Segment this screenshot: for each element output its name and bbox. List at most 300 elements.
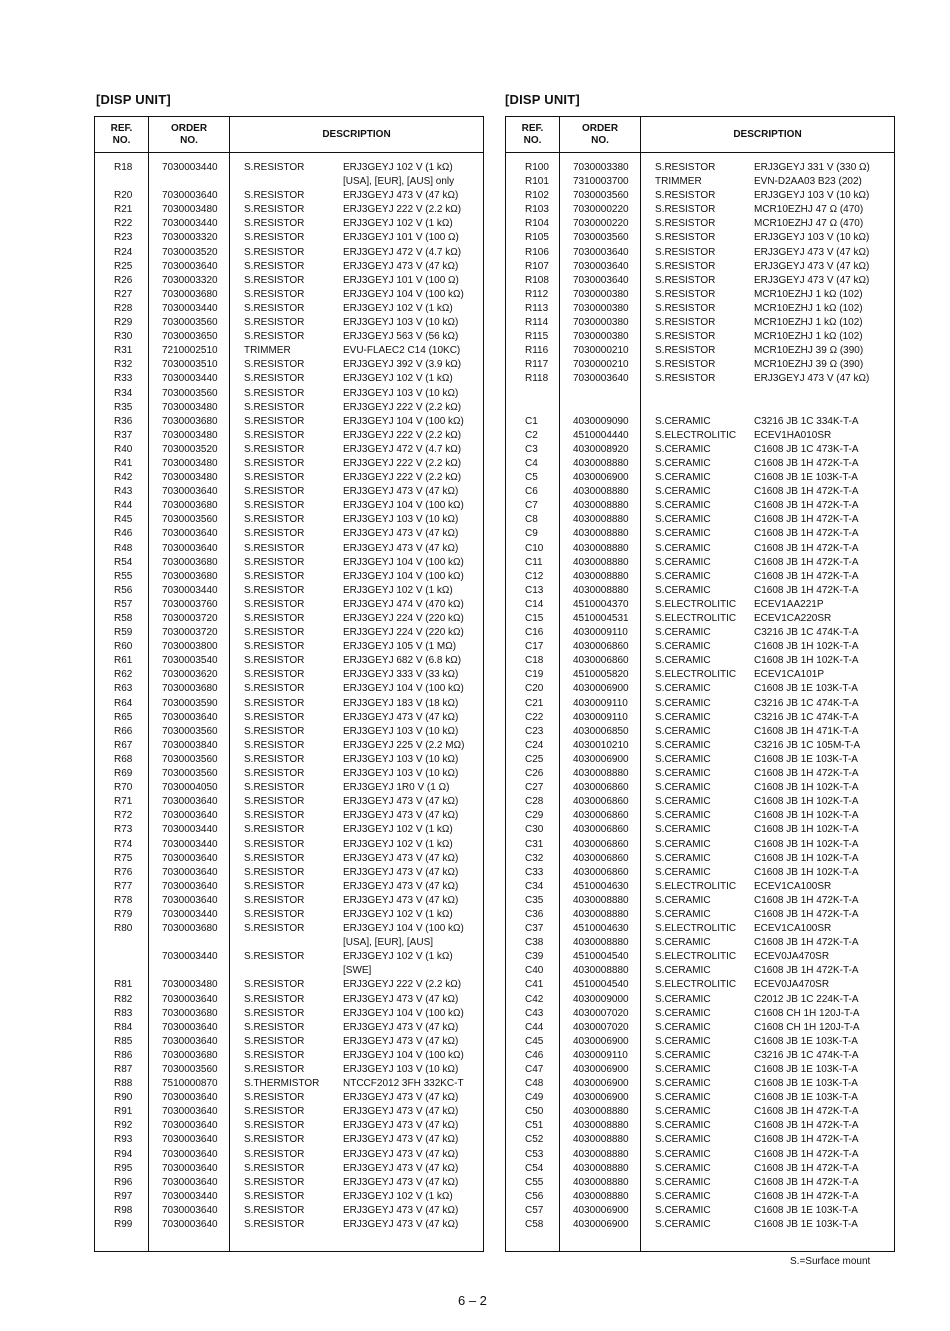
- table-row: [506, 626, 894, 640]
- part-type-cell: S.RESISTOR: [244, 683, 305, 695]
- part-value-cell: EVU-FLAEC2 C14 (10KC): [343, 345, 461, 357]
- table-row: [506, 1204, 894, 1218]
- ref-no-cell: R46: [114, 528, 133, 540]
- order-no-cell: 4030008880: [573, 570, 629, 582]
- part-value-cell: ERJ3GEYJ 104 V (100 kΩ): [343, 1049, 464, 1061]
- part-value-cell: ERJ3GEYJ 222 V (2.2 kΩ): [343, 979, 462, 991]
- order-no-cell: 4030008880: [573, 556, 629, 568]
- part-value-cell: ERJ3GEYJ 103 V (10 kΩ): [343, 753, 459, 765]
- ref-no-cell: C51: [525, 1120, 544, 1132]
- order-no-cell: 7030003640: [162, 1021, 218, 1033]
- part-value-cell: C1608 JB 1H 472K-T-A: [754, 1106, 859, 1118]
- table-row: [95, 1049, 483, 1063]
- order-no-cell: 7030003320: [162, 274, 218, 286]
- part-value-cell: ERJ3GEYJ 103 V (10 kΩ): [343, 1064, 459, 1075]
- ref-no-cell: C34: [525, 880, 544, 892]
- part-value-cell: NTCCF2012 3FH 332KC-T: [343, 1078, 464, 1090]
- description-header-label: DESCRIPTION: [733, 128, 802, 140]
- order-no-cell: 7030003640: [162, 1035, 218, 1047]
- table-row: [95, 654, 483, 668]
- part-type-cell: S.CERAMIC: [655, 908, 711, 920]
- ref-no-cell: C2: [525, 429, 538, 441]
- table-row: [95, 302, 483, 316]
- part-value-cell: ERJ3GEYJ 103 V (10 kΩ): [343, 317, 459, 329]
- order-no-cell: 7030003640: [162, 810, 218, 822]
- table-row: [95, 1035, 483, 1049]
- part-value-cell: C1608 JB 1H 102K-T-A: [754, 655, 859, 667]
- ref-no-cell: R34: [114, 387, 133, 399]
- part-value-cell: ERJ3GEYJ 473 V (47 kΩ): [343, 528, 459, 540]
- table-row: [506, 316, 894, 330]
- table-row: [95, 316, 483, 330]
- ref-no-cell: C35: [525, 894, 544, 906]
- part-value-cell: ERJ3GEYJ 102 V (1 kΩ): [343, 162, 453, 173]
- part-value-cell: ERJ3GEYJ 104 V (100 kΩ): [343, 500, 464, 512]
- ref-no-cell: C6: [525, 486, 538, 498]
- ref-no-cell: R43: [114, 486, 133, 498]
- part-value-cell: C1608 JB 1H 472K-T-A: [754, 1176, 859, 1188]
- ref-header-line1: REF.: [110, 122, 133, 134]
- ref-no-cell: C26: [525, 768, 544, 780]
- part-value-cell: C3216 JB 1C 334K-T-A: [754, 415, 859, 427]
- ref-no-cell: C47: [525, 1064, 544, 1075]
- table-row: [506, 1007, 894, 1021]
- order-header-line2: NO.: [591, 134, 609, 146]
- part-value-cell: ERJ3GEYJ 222 V (2.2 kΩ): [343, 204, 462, 216]
- order-no-cell: 7030000380: [573, 317, 629, 329]
- table-row: [506, 598, 894, 612]
- order-no-cell: 7210002510: [162, 345, 218, 357]
- ref-no-cell: C54: [525, 1162, 544, 1174]
- order-no-cell: 4030008920: [573, 443, 629, 455]
- part-type-cell: S.RESISTOR: [244, 796, 305, 808]
- ref-no-cell: R100: [525, 162, 549, 173]
- order-no-cell: 7030003640: [573, 373, 629, 385]
- order-no-cell: 7030003640: [573, 246, 629, 258]
- ref-no-cell: R18: [114, 162, 133, 173]
- part-type-cell: S.RESISTOR: [244, 317, 305, 329]
- order-no-cell: 7030003680: [162, 556, 218, 568]
- part-value-cell: ERJ3GEYJ 333 V (33 kΩ): [343, 669, 459, 681]
- part-value-cell: ERJ3GEYJ 473 V (47 kΩ): [343, 894, 459, 906]
- part-type-cell: S.CERAMIC: [655, 1049, 711, 1061]
- order-no-cell: 7030000380: [573, 331, 629, 343]
- order-no-cell: 7030003720: [162, 613, 218, 624]
- order-no-cell: 7030003640: [162, 1148, 218, 1160]
- order-no-cell: 4510004370: [573, 598, 629, 610]
- ref-no-cell: C57: [525, 1204, 544, 1216]
- part-type-cell: S.CERAMIC: [655, 1106, 711, 1118]
- part-type-cell: S.RESISTOR: [655, 190, 716, 202]
- part-type-cell: S.RESISTOR: [655, 218, 716, 230]
- table-row: [506, 1133, 894, 1147]
- part-type-cell: S.ELECTROLITIC: [655, 979, 737, 991]
- part-type-cell: S.RESISTOR: [244, 613, 305, 624]
- part-type-cell: S.RESISTOR: [244, 302, 305, 314]
- table-row: [95, 415, 483, 429]
- part-value-cell: ERJ3GEYJ 104 V (100 kΩ): [343, 923, 464, 935]
- table-row: [506, 1162, 894, 1176]
- table-row: [506, 584, 894, 598]
- right-unit-title: [DISP UNIT]: [505, 92, 580, 107]
- ref-no-cell: R90: [114, 1092, 133, 1104]
- table-row: [95, 993, 483, 1007]
- part-type-cell: S.RESISTOR: [655, 373, 716, 385]
- order-no-cell: 7030003680: [162, 288, 218, 300]
- part-type-cell: S.ELECTROLITIC: [655, 880, 737, 892]
- order-no-cell: 4030006900: [573, 1064, 629, 1075]
- ref-no-cell: R82: [114, 993, 133, 1005]
- ref-no-cell: C42: [525, 993, 544, 1005]
- table-row: [506, 217, 894, 231]
- part-type-cell: S.RESISTOR: [244, 387, 305, 399]
- part-type-cell: S.ELECTROLITIC: [655, 429, 737, 441]
- part-value-cell: ERJ3GEYJ 473 V (47 kΩ): [343, 866, 459, 878]
- ref-no-cell: R88: [114, 1078, 133, 1090]
- ref-no-cell: C29: [525, 810, 544, 822]
- ref-no-cell: C12: [525, 570, 544, 582]
- order-no-cell: 7030003480: [162, 472, 218, 484]
- part-type-cell: S.CERAMIC: [655, 1190, 711, 1202]
- part-type-cell: S.RESISTOR: [244, 1176, 305, 1188]
- ref-no-cell: R73: [114, 824, 133, 836]
- table-row: [506, 330, 894, 344]
- part-type-cell: S.RESISTOR: [244, 472, 305, 484]
- part-type-cell: S.CERAMIC: [655, 1078, 711, 1090]
- table-row: [95, 682, 483, 696]
- table-row: [506, 894, 894, 908]
- part-type-cell: S.RESISTOR: [244, 753, 305, 765]
- order-no-cell: 4030008880: [573, 1134, 629, 1146]
- part-value-cell: C1608 JB 1C 473K-T-A: [754, 443, 859, 455]
- table-row: [506, 175, 894, 189]
- table-row: [95, 175, 483, 189]
- order-no-cell: 7030003640: [162, 894, 218, 906]
- table-row: [506, 1105, 894, 1119]
- table-row: [95, 964, 483, 978]
- part-type-cell: S.RESISTOR: [244, 1021, 305, 1033]
- part-value-cell: ERJ3GEYJ 183 V (18 kΩ): [343, 697, 459, 709]
- part-value-cell: ERJ3GEYJ 102 V (1 kΩ): [343, 951, 453, 963]
- table-row: [506, 978, 894, 992]
- order-no-cell: 4030008880: [573, 1148, 629, 1160]
- ref-no-cell: R107: [525, 260, 549, 272]
- table-row: [95, 387, 483, 401]
- table-row: [506, 823, 894, 837]
- part-value-cell: C1608 JB 1E 103K-T-A: [754, 1219, 858, 1231]
- part-type-cell: S.RESISTOR: [244, 401, 305, 413]
- table-row: [95, 527, 483, 541]
- table-row: [95, 1176, 483, 1190]
- order-no-cell: 4030008880: [573, 542, 629, 554]
- order-no-cell: 4030009110: [573, 697, 628, 709]
- order-header-line2: NO.: [180, 134, 198, 146]
- part-type-cell: S.CERAMIC: [655, 993, 711, 1005]
- table-row: [506, 640, 894, 654]
- part-type-cell: S.RESISTOR: [244, 979, 305, 991]
- table-row: [506, 781, 894, 795]
- order-no-cell: 7030003380: [573, 162, 629, 173]
- part-value-cell: C1608 JB 1H 472K-T-A: [754, 937, 859, 949]
- part-value-cell: C1608 JB 1H 102K-T-A: [754, 796, 859, 808]
- part-type-cell: S.RESISTOR: [244, 486, 305, 498]
- part-value-cell: C2012 JB 1C 224K-T-A: [754, 993, 859, 1005]
- order-no-cell: 4030006860: [573, 782, 629, 794]
- ref-no-cell: R35: [114, 401, 133, 413]
- part-type-cell: S.RESISTOR: [244, 866, 305, 878]
- table-row: [95, 556, 483, 570]
- ref-no-cell: R70: [114, 782, 133, 794]
- part-value-cell: ECEV0JA470SR: [754, 951, 830, 963]
- ref-no-cell: R85: [114, 1035, 133, 1047]
- table-row: [95, 612, 483, 626]
- ref-no-cell: R84: [114, 1021, 133, 1033]
- ref-no-cell: R42: [114, 472, 133, 484]
- order-no-cell: 4030006860: [573, 824, 629, 836]
- part-type-cell: S.RESISTOR: [244, 838, 305, 850]
- order-no-cell: 4510004540: [573, 951, 629, 963]
- order-no-cell: 4030009110: [573, 711, 628, 723]
- order-no-cell: 7030003640: [162, 711, 218, 723]
- order-no-cell: 7030003680: [162, 683, 218, 695]
- part-value-cell: ERJ3GEYJ 473 V (47 kΩ): [343, 1035, 459, 1047]
- ref-no-cell: R23: [114, 232, 133, 244]
- part-value-cell: ERJ3GEYJ 473 V (47 kΩ): [343, 1176, 459, 1188]
- part-type-cell: S.RESISTOR: [244, 739, 305, 751]
- part-type-cell: S.RESISTOR: [244, 359, 305, 371]
- table-row: [506, 570, 894, 584]
- ref-no-cell: R25: [114, 260, 133, 272]
- part-type-cell: S.RESISTOR: [244, 190, 305, 202]
- part-type-cell: S.ELECTROLITIC: [655, 923, 737, 935]
- order-no-cell: 7030003680: [162, 415, 218, 427]
- part-value-cell: C1608 JB 1H 472K-T-A: [754, 1120, 859, 1132]
- table-row: [506, 358, 894, 372]
- part-value-cell: ERJ3GEYJ 222 V (2.2 kΩ): [343, 429, 462, 441]
- table-row: [95, 753, 483, 767]
- part-type-cell: S.RESISTOR: [655, 288, 716, 300]
- part-value-cell: ERJ3GEYJ 473 V (47 kΩ): [343, 993, 459, 1005]
- part-value-cell: C1608 JB 1H 102K-T-A: [754, 782, 859, 794]
- part-type-cell: S.RESISTOR: [655, 331, 716, 343]
- part-value-cell: ERJ3GEYJ 103 V (10 kΩ): [343, 514, 459, 526]
- ref-no-cell: R112: [525, 288, 549, 300]
- part-type-cell: S.CERAMIC: [655, 739, 711, 751]
- part-type-cell: S.RESISTOR: [244, 556, 305, 568]
- table-row: [95, 866, 483, 880]
- order-no-cell: 4510004630: [573, 880, 629, 892]
- order-no-cell: 4030008880: [573, 894, 629, 906]
- order-no-cell: 4510004531: [573, 613, 629, 624]
- table-row: [95, 1148, 483, 1162]
- table-row: [95, 570, 483, 584]
- table-row: [95, 513, 483, 527]
- table-row: [506, 880, 894, 894]
- order-no-cell: 7030003640: [162, 1120, 218, 1132]
- ref-no-cell: C25: [525, 753, 544, 765]
- ref-no-cell: C16: [525, 627, 544, 639]
- ref-no-cell: R115: [525, 331, 549, 343]
- table-row: [95, 795, 483, 809]
- order-no-header: [560, 117, 640, 152]
- part-value-cell: ERJ3GEYJ 392 V (3.9 kΩ): [343, 359, 462, 371]
- ref-no-cell: R116: [525, 345, 549, 357]
- order-no-cell: 4030008880: [573, 908, 629, 920]
- ref-no-cell: C36: [525, 908, 544, 920]
- ref-no-cell: R40: [114, 443, 133, 455]
- part-value-cell: ECEV1CA101P: [754, 669, 825, 681]
- ref-no-cell: R87: [114, 1064, 133, 1075]
- part-value-cell: ERJ3GEYJ 473 V (47 kΩ): [343, 810, 459, 822]
- order-no-cell: 4030008880: [573, 1176, 629, 1188]
- ref-no-cell: C48: [525, 1078, 544, 1090]
- part-value-cell: ECEV1HA010SR: [754, 429, 832, 441]
- table-row: [95, 457, 483, 471]
- order-no-cell: 7030003520: [162, 443, 218, 455]
- table-row: [95, 1021, 483, 1035]
- table-row: [506, 950, 894, 964]
- order-no-cell: 4030006900: [573, 1035, 629, 1047]
- ref-no-cell: C23: [525, 725, 544, 737]
- ref-no-cell: R106: [525, 246, 549, 258]
- table-row: [506, 344, 894, 358]
- table-row: [506, 372, 894, 386]
- right-parts-table: [505, 116, 895, 1252]
- ref-no-cell: C19: [525, 669, 544, 681]
- part-value-cell: C1608 JB 1H 472K-T-A: [754, 1148, 859, 1160]
- part-value-cell: C1608 JB 1H 102K-T-A: [754, 810, 859, 822]
- order-no-cell: 7030003510: [162, 359, 218, 371]
- part-type-cell: S.CERAMIC: [655, 415, 711, 427]
- part-type-cell: S.ELECTROLITIC: [655, 951, 737, 963]
- table-row: [506, 767, 894, 781]
- ref-no-cell: R27: [114, 288, 133, 300]
- table-row: [95, 485, 483, 499]
- part-type-cell: S.RESISTOR: [244, 373, 305, 385]
- order-no-cell: 4030008880: [573, 1190, 629, 1202]
- table-row: [95, 189, 483, 203]
- ref-no-cell: C10: [525, 542, 544, 554]
- table-row: [506, 189, 894, 203]
- table-row: [506, 682, 894, 696]
- order-no-cell: 7030003640: [573, 260, 629, 272]
- ref-no-cell: C55: [525, 1176, 544, 1188]
- part-type-cell: S.RESISTOR: [244, 331, 305, 343]
- part-value-cell: ERJ3GEYJ 682 V (6.8 kΩ): [343, 655, 462, 667]
- table-row: [95, 1105, 483, 1119]
- part-value-cell: C3216 JB 1C 474K-T-A: [754, 711, 859, 723]
- part-value-cell: [SWE]: [343, 965, 372, 977]
- table-row: [95, 781, 483, 795]
- part-type-cell: S.RESISTOR: [244, 274, 305, 286]
- order-no-cell: 7510000870: [162, 1078, 218, 1090]
- order-no-cell: 4030006860: [573, 641, 629, 653]
- part-type-cell: S.CERAMIC: [655, 768, 711, 780]
- table-row: [506, 429, 894, 443]
- table-row: [506, 922, 894, 936]
- part-value-cell: C1608 JB 1H 472K-T-A: [754, 1162, 859, 1174]
- part-type-cell: S.CERAMIC: [655, 894, 711, 906]
- order-no-cell: 4030008880: [573, 768, 629, 780]
- part-type-cell: S.CERAMIC: [655, 1162, 711, 1174]
- part-value-cell: ERJ3GEYJ 102 V (1 kΩ): [343, 838, 453, 850]
- ref-no-cell: R31: [114, 345, 133, 357]
- table-row: [95, 767, 483, 781]
- order-no-cell: 7030003640: [162, 1176, 218, 1188]
- part-value-cell: MCR10EZHJ 1 kΩ (102): [754, 288, 863, 300]
- order-no-cell: 7030003480: [162, 979, 218, 991]
- table-row: [506, 739, 894, 753]
- part-type-cell: S.RESISTOR: [244, 768, 305, 780]
- order-no-cell: 4510004540: [573, 979, 629, 991]
- order-no-cell: 4030006900: [573, 753, 629, 765]
- order-no-cell: 4030009110: [573, 627, 628, 639]
- ref-no-cell: R104: [525, 218, 549, 230]
- part-type-cell: S.CERAMIC: [655, 782, 711, 794]
- table-row: [95, 231, 483, 245]
- table-row: [506, 866, 894, 880]
- table-row: [506, 852, 894, 866]
- table-row: [95, 260, 483, 274]
- order-no-cell: 7030003520: [162, 246, 218, 258]
- part-value-cell: C1608 JB 1H 471K-T-A: [754, 725, 859, 737]
- part-value-cell: MCR10EZHJ 39 Ω (390): [754, 345, 864, 357]
- ref-no-cell: C33: [525, 866, 544, 878]
- table-row: [95, 344, 483, 358]
- part-type-cell: S.CERAMIC: [655, 570, 711, 582]
- table-row: [506, 260, 894, 274]
- order-no-cell: 7030003680: [162, 500, 218, 512]
- order-no-cell: 4030006860: [573, 838, 629, 850]
- order-no-cell: 7030000210: [573, 359, 629, 371]
- table-row: [506, 1049, 894, 1063]
- order-no-cell: 7030003640: [162, 880, 218, 892]
- order-no-cell: 4030006850: [573, 725, 629, 737]
- part-value-cell: ERJ3GEYJ 473 V (47 kΩ): [343, 1134, 459, 1146]
- part-value-cell: ERJ3GEYJ 103 V (10 kΩ): [343, 768, 459, 780]
- part-type-cell: S.RESISTOR: [244, 908, 305, 920]
- table-row: [95, 668, 483, 682]
- order-no-cell: 7030003640: [162, 796, 218, 808]
- table-row: [95, 1077, 483, 1091]
- ref-no-cell: R74: [114, 838, 133, 850]
- part-value-cell: ECEV1CA220SR: [754, 613, 832, 624]
- part-value-cell: ERJ3GEYJ 102 V (1 kΩ): [343, 584, 453, 596]
- ref-no-cell: C13: [525, 584, 544, 596]
- table-row: [95, 838, 483, 852]
- order-no-cell: 7030003480: [162, 429, 218, 441]
- part-value-cell: C1608 JB 1E 103K-T-A: [754, 683, 858, 695]
- table-row: [506, 443, 894, 457]
- right-table-body: [506, 161, 894, 1232]
- part-value-cell: C1608 JB 1H 472K-T-A: [754, 528, 859, 540]
- order-no-cell: 7030003440: [162, 302, 218, 314]
- table-row: [95, 894, 483, 908]
- table-row: [95, 203, 483, 217]
- part-value-cell: ERJ3GEYJ 103 V (10 kΩ): [343, 725, 459, 737]
- part-type-cell: S.RESISTOR: [244, 641, 305, 653]
- left-unit-title: [DISP UNIT]: [96, 92, 171, 107]
- part-value-cell: MCR10EZHJ 1 kΩ (102): [754, 331, 863, 343]
- part-value-cell: C3216 JB 1C 105M-T-A: [754, 739, 861, 751]
- part-value-cell: C1608 JB 1H 472K-T-A: [754, 894, 859, 906]
- ref-no-cell: R72: [114, 810, 133, 822]
- part-type-cell: S.RESISTOR: [244, 1007, 305, 1019]
- part-type-cell: S.RESISTOR: [244, 218, 305, 230]
- table-row: [506, 1091, 894, 1105]
- part-value-cell: C1608 JB 1H 102K-T-A: [754, 852, 859, 864]
- part-type-cell: S.RESISTOR: [244, 725, 305, 737]
